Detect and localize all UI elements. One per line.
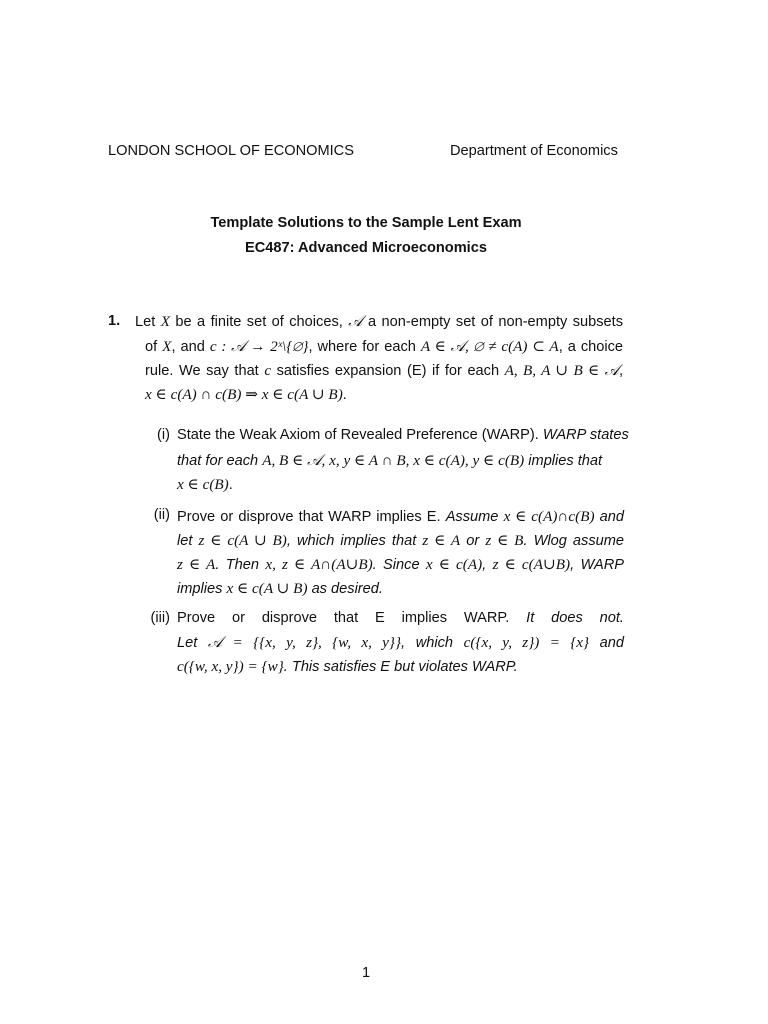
- part-text-line: that for each A, B ∈ 𝒜, x, y ∈ A ∩ B, x ∈ c(A), y ∈ c(B) implies that: [177, 452, 603, 469]
- part-text-line: c({w, x, y}) = {w}. This satisfies E but violates WARP.: [177, 658, 518, 675]
- part-label: (i): [157, 427, 170, 443]
- part-text-line: Prove or disprove that E implies WARP. It does not.: [177, 610, 624, 626]
- question-statement-line: of X, and c : 𝒜 → 2ˣ\{∅}, where for each A ∈ 𝒜, ∅ ≠ c(A) ⊂ A, a choice: [145, 338, 624, 355]
- part-label: (ii): [153, 507, 170, 523]
- department-name: Department of Economics: [450, 143, 618, 159]
- question-number: 1.: [108, 313, 121, 329]
- question-statement-line: Let X be a finite set of choices, 𝒜 a non-empty set of non-empty subsets: [135, 313, 624, 330]
- part-text-line: z ∈ A. Then x, z ∈ A∩(A∪B). Since x ∈ c(A), z ∈ c(A∪B), WARP: [177, 556, 624, 573]
- part-text-line: implies x ∈ c(A ∪ B) as desired.: [177, 580, 383, 597]
- document-title: Template Solutions to the Sample Lent Exam: [210, 215, 522, 231]
- question-statement-line: rule. We say that c satisfies expansion (E) if for each A, B, A ∪ B ∈ 𝒜,: [145, 362, 624, 379]
- part-text-line: let z ∈ c(A ∪ B), which implies that z ∈ A or z ∈ B. Wlog assume: [177, 532, 625, 549]
- part-label: (iii): [150, 610, 170, 626]
- question-statement-line: x ∈ c(A) ∩ c(B) ⇒ x ∈ c(A ∪ B).: [145, 386, 347, 403]
- part-text-line: x ∈ c(B).: [177, 476, 233, 493]
- part-text-line: Let 𝒜 = {{x, y, z}, {w, x, y}}, which c({x, y, z}) = {x} and: [177, 634, 625, 651]
- part-text-line: State the Weak Axiom of Revealed Preference (WARP). WARP states: [177, 427, 629, 443]
- page-number: 1: [361, 965, 371, 981]
- part-text-line: Prove or disprove that WARP implies E. Assume x ∈ c(A)∩c(B) and: [177, 508, 625, 525]
- course-title: EC487: Advanced Microeconomics: [245, 240, 487, 256]
- institution-name: LONDON SCHOOL OF ECONOMICS: [108, 143, 354, 159]
